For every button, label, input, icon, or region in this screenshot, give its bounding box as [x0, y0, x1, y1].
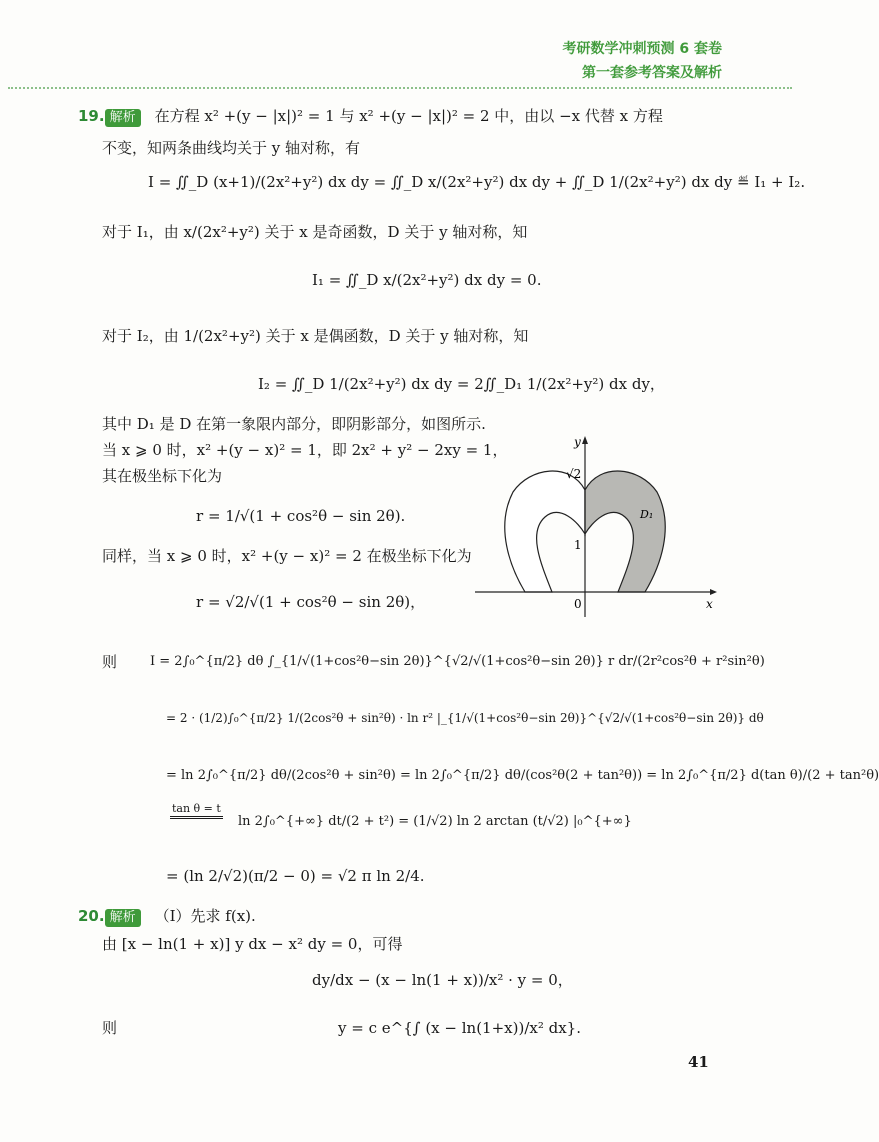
- q19-eq-I2: I₂ = ∬_D 1/(2x²+y²) dx dy = 2∬_D₁ 1/(2x²+y²) dx dy，: [258, 375, 665, 393]
- page-number: 41: [688, 1053, 709, 1071]
- y-axis-arrow: [582, 436, 588, 444]
- q19-text6: 当 x ⩾ 0 时，x² +(y − x)² = 1，即 2x² + y² − 2xy = 1，: [102, 441, 508, 459]
- q20-then: 则: [102, 1019, 118, 1037]
- q19-calc-1: I = 2∫₀^{π/2} dθ ∫_{1/√(1+cos²θ−sin 2θ)}^{√2/√(1+cos²θ−sin 2θ)} r dr/(2r²cos²θ + r²sin²θ): [150, 654, 765, 669]
- q19-text8: 同样，当 x ⩾ 0 时，x² +(y − x)² = 2 在极坐标下化为: [102, 547, 472, 565]
- q19-text1: 在方程 x² +(y − |x|)² = 1 与 x² +(y − |x|)² = 2 中，由以 −x 代替 x 方程: [154, 107, 663, 125]
- q20-eq2: y = c e^{∫ (x − ln(1+x))/x² dx}.: [338, 1019, 581, 1037]
- q19-calc-4: ln 2∫₀^{+∞} dt/(2 + t²) = (1/√2) ln 2 arctan (t/√2) |₀^{+∞}: [238, 814, 632, 829]
- q19-eq-r1: r = 1/√(1 + cos²θ − sin 2θ).: [196, 507, 406, 525]
- y-axis-label: y: [574, 435, 581, 449]
- q19-eq-I: I = ∬_D (x+1)/(2x²+y²) dx dy = ∬_D x/(2x²+y²) dx dy + ∬_D 1/(2x²+y²) dx dy ≝ I₁ + I₂.: [148, 173, 806, 191]
- region-d1-label: D₁: [640, 508, 654, 521]
- header-section-title: 第一套参考答案及解析: [582, 65, 722, 81]
- q19-text7: 其在极坐标下化为: [102, 467, 223, 485]
- outer-curve-left: [505, 471, 585, 592]
- q20-text2: 由 [x − ln(1 + x)] y dx − x² dy = 0，可得: [102, 935, 403, 953]
- q19-tag: 解析: [105, 109, 141, 127]
- header-divider: [8, 87, 792, 89]
- x-axis-label: x: [706, 597, 713, 611]
- q19-calc-3: = ln 2∫₀^{π/2} dθ/(2cos²θ + sin²θ) = ln 2∫₀^{π/2} dθ/(cos²θ(2 + tan²θ)) = ln 2∫₀^{π/2} d(tan θ)/(2 + tan²θ): [166, 768, 879, 783]
- x-axis-arrow: [710, 589, 717, 595]
- q20-number: 20.: [78, 907, 105, 925]
- q19-text2: 不变，知两条曲线均关于 y 轴对称，有: [102, 139, 361, 157]
- q19-text4: 对于 I₂，由 1/(2x²+y²) 关于 x 是偶函数，D 关于 y 轴对称，知: [102, 327, 529, 345]
- q20-tag: 解析: [105, 909, 141, 927]
- shaded-region-d1: [585, 471, 665, 592]
- q20-text1: （Ⅰ）先求 f(x).: [154, 907, 256, 925]
- origin-label: 0: [574, 597, 582, 611]
- q19-then: 则: [102, 653, 118, 671]
- one-tick-label: 1: [574, 538, 582, 552]
- q19-calc-5: = (ln 2/√2)(π/2 − 0) = √2 π ln 2/4.: [166, 867, 425, 885]
- q19-intro: [78, 106, 663, 127]
- q19-eq-I1: I₁ = ∬_D x/(2x²+y²) dx dy = 0.: [312, 271, 542, 289]
- sqrt2-tick-label: √2: [566, 467, 582, 481]
- q20-intro: [78, 906, 256, 927]
- region-figure: [470, 432, 720, 622]
- q20-eq1: dy/dx − (x − ln(1 + x))/x² · y = 0，: [312, 971, 573, 989]
- header-series-title: 考研数学冲刺预测 6 套卷: [562, 41, 722, 57]
- q19-text5: 其中 D₁ 是 D 在第一象限内部分，即阴影部分，如图所示.: [102, 415, 486, 433]
- q19-calc-2: = 2 · (1/2)∫₀^{π/2} 1/(2cos²θ + sin²θ) · ln r² |_{1/√(1+cos²θ−sin 2θ)}^{√2/√(1+cos²θ−sin 2θ)} dθ: [166, 711, 764, 725]
- q19-substitution: tan θ = t: [170, 802, 223, 819]
- q19-number: 19.: [78, 107, 105, 125]
- q19-eq-r2: r = √2/√(1 + cos²θ − sin 2θ)，: [196, 593, 426, 611]
- q19-text3: 对于 I₁，由 x/(2x²+y²) 关于 x 是奇函数，D 关于 y 轴对称，知: [102, 223, 528, 241]
